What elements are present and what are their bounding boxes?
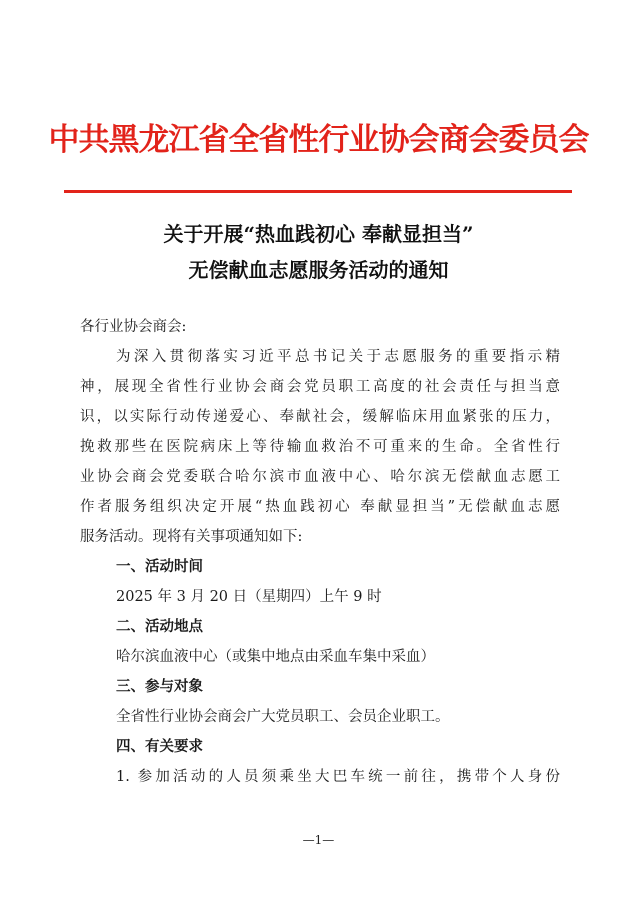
notice-body <box>80 312 560 792</box>
intro-line: 神，展现全省性行业协会商会党员职工高度的社会责任与担当意 <box>80 379 560 395</box>
intro-line: 业协会商会党委联合哈尔滨市血液中心、哈尔滨无偿献血志愿工 <box>80 469 560 485</box>
salutation: 各行业协会商会: <box>80 319 187 335</box>
requirement-item: 1. 参加活动的人员须乘坐大巴车统一前往，携带个人身份 <box>116 769 560 785</box>
section-heading-participants: 三、参与对象 <box>116 679 203 695</box>
section-heading-time: 一、活动时间 <box>116 559 203 575</box>
section-heading-location: 二、活动地点 <box>116 619 203 635</box>
intro-line: 服务活动。现将有关事项通知如下: <box>80 529 303 545</box>
notice-title-line-1: 关于开展“热血践初心 奉献显担当” <box>163 222 474 246</box>
page-number: —1— <box>302 833 335 847</box>
red-header-title: 中共黑龙江省全省性行业协会商会委员会 <box>48 122 589 158</box>
section-heading-requirements: 四、有关要求 <box>116 739 203 755</box>
intro-line: 识，以实际行动传递爱心、奉献社会，缓解临床用血紧张的压力， <box>80 409 560 425</box>
section-text-time: 2025 年 3 月 20 日（星期四）上午 9 时 <box>116 589 382 605</box>
red-divider-line <box>64 190 572 193</box>
intro-line: 挽救那些在医院病床上等待输血救治不可重来的生命。全省性行 <box>80 439 560 455</box>
section-text-participants: 全省性行业协会商会广大党员职工、会员企业职工。 <box>116 709 450 725</box>
intro-line: 作者服务组织决定开展“热血践初心 奉献显担当”无偿献血志愿 <box>80 499 560 515</box>
section-text-location: 哈尔滨血液中心（或集中地点由采血车集中采血） <box>116 649 435 665</box>
intro-line: 为深入贯彻落实习近平总书记关于志愿服务的重要指示精 <box>116 349 560 365</box>
notice-title-line-2: 无偿献血志愿服务活动的通知 <box>188 258 449 282</box>
